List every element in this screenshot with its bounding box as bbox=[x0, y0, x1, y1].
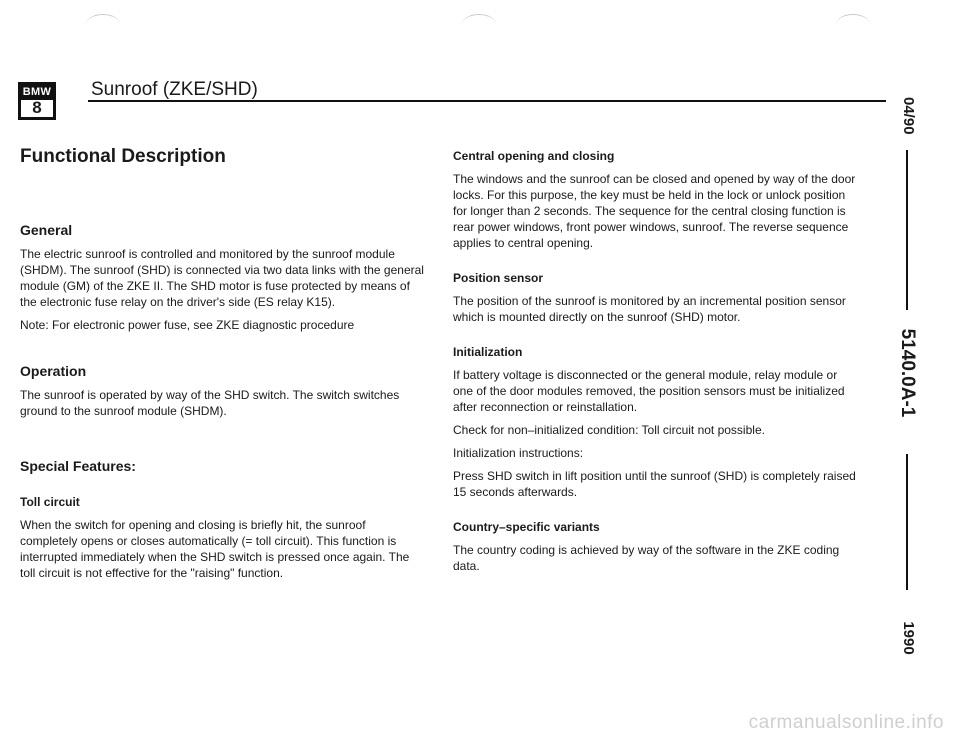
country-variants-paragraph: The country coding is achieved by way of the software in the ZKE coding data. bbox=[453, 543, 840, 573]
country-variants-heading: Country–specific variants bbox=[453, 520, 600, 534]
sidebar-date: 04/90 bbox=[900, 97, 917, 135]
operation-paragraph: The sunroof is operated by way of the SHD switch. The switch switches ground to the sunroof module (SHDM). bbox=[20, 388, 400, 418]
central-paragraph: The windows and the sunroof can be closed and opened by way of the door locks. For this purpose, the key must be held in the lock or unlock position for longer than 2 seconds. The sequence for the central closing function is rear power windows, front power windows, sunroof. The reverse sequence applies to central opening. bbox=[453, 172, 856, 250]
central-heading: Central opening and closing bbox=[453, 149, 615, 163]
position-sensor-paragraph: The position of the sunroof is monitored by an incremental position sensor which is mounted directly on the sunroof (SHD) motor. bbox=[453, 294, 846, 324]
document-title: Sunroof (ZKE/SHD) bbox=[91, 79, 258, 100]
initialization-paragraph-1: If battery voltage is disconnected or the general module, relay module or one of the door modules removed, the position sensors must be initialized after reconnection or reinstallation. bbox=[453, 368, 845, 414]
page-sidebar bbox=[886, 82, 926, 702]
bmw-8-logo bbox=[18, 82, 56, 120]
general-section bbox=[20, 246, 424, 340]
sidebar-section-code: 5140.0A-1 bbox=[897, 328, 918, 418]
watermark: carmanualsonline.info bbox=[748, 712, 944, 733]
sidebar-line-1 bbox=[906, 150, 908, 310]
operation-heading: Operation bbox=[20, 363, 87, 379]
initialization-paragraph-2: Check for non–initialized condition: Toll circuit not possible. bbox=[453, 423, 765, 437]
initialization-paragraph-4: Press SHD switch in lift position until the sunroof (SHD) is completely raised 15 seconds afterwards. bbox=[453, 469, 856, 499]
toll-circuit-section bbox=[20, 494, 424, 588]
logo-brand: BMW bbox=[22, 86, 52, 98]
special-features-heading: Special Features: bbox=[20, 458, 136, 474]
sidebar-line-2 bbox=[906, 454, 908, 590]
initialization-heading: Initialization bbox=[453, 345, 523, 359]
corner-mark-center bbox=[462, 14, 496, 35]
operation-section bbox=[20, 387, 424, 426]
general-paragraph: The electric sunroof is controlled and monitored by the sunroof module (SHDM). The sunroof (SHD) is connected via two data links with the general module (GM) of the ZKE II. The SHD motor is fuse protected by means of the electronic fuse relay on the driver's side (ES relay K15). bbox=[20, 247, 424, 309]
initialization-paragraph-3: Initialization instructions: bbox=[453, 446, 584, 460]
header-rule bbox=[88, 100, 886, 102]
toll-circuit-paragraph: When the switch for opening and closing is briefly hit, the sunroof completely opens or closes automatically (= toll circuit). This function is interrupted immediately when the SHD switch is pressed once again. The toll circuit is not effective for the "raising" function. bbox=[20, 518, 410, 580]
general-note: Note: For electronic power fuse, see ZKE diagnostic procedure bbox=[20, 318, 355, 332]
general-heading: General bbox=[20, 222, 73, 238]
sidebar-year: 1990 bbox=[900, 621, 917, 655]
position-sensor-heading: Position sensor bbox=[453, 271, 544, 285]
main-heading: Functional Description bbox=[20, 146, 226, 167]
logo-number: 8 bbox=[32, 98, 42, 117]
right-column bbox=[453, 148, 857, 581]
toll-circuit-heading: Toll circuit bbox=[20, 495, 80, 509]
corner-mark-right bbox=[836, 14, 870, 35]
corner-mark-left bbox=[86, 14, 120, 35]
